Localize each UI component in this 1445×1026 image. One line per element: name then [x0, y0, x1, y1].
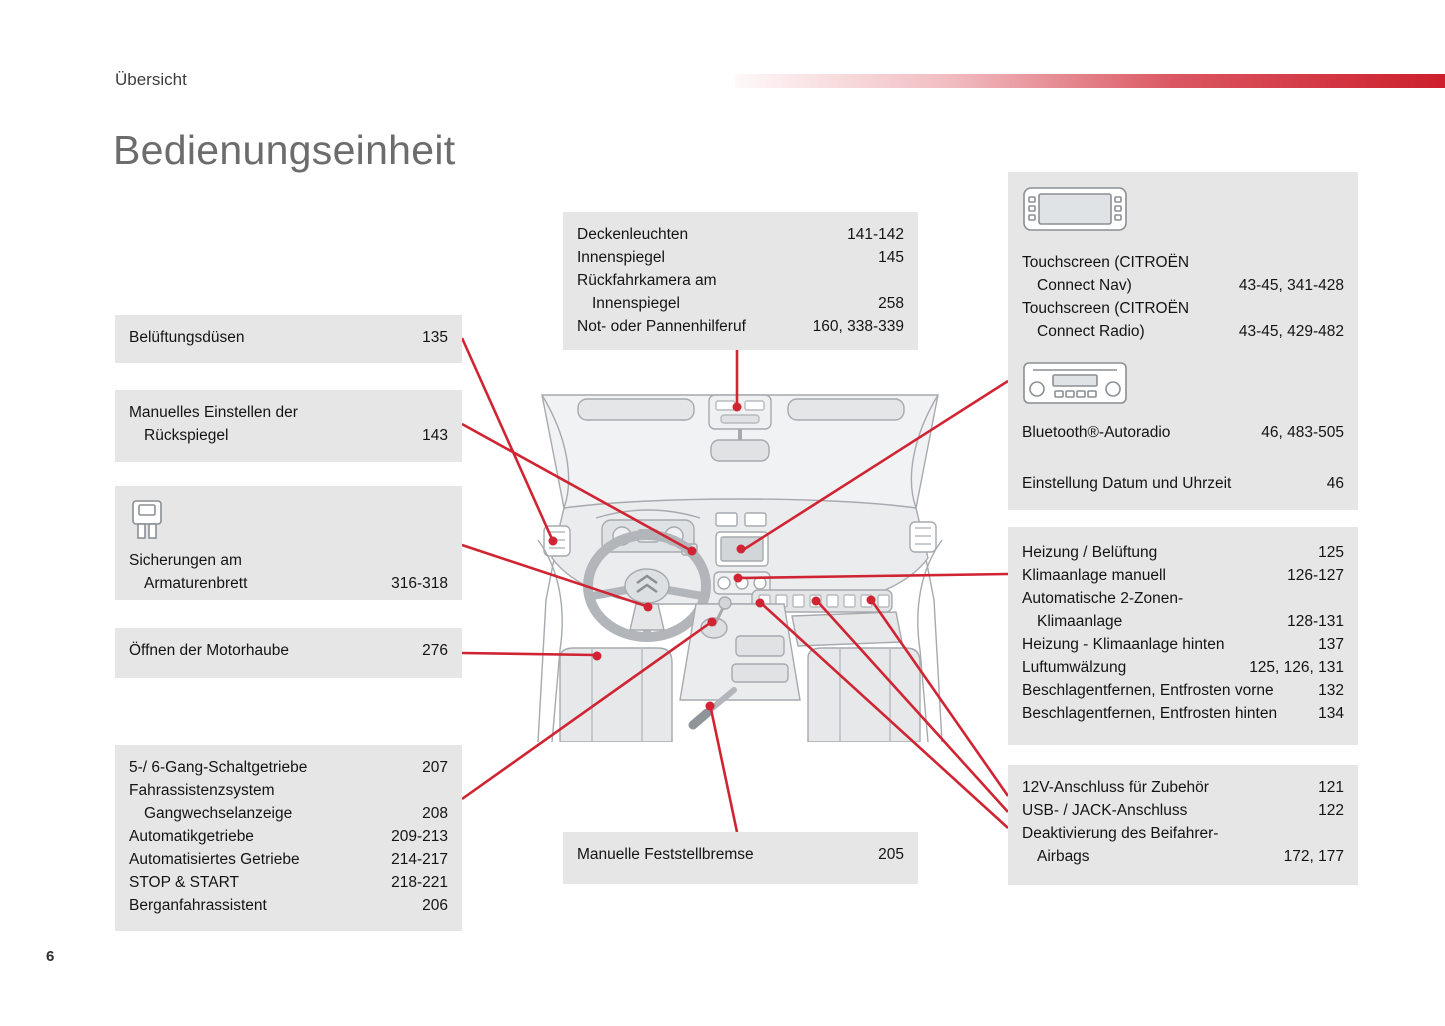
entry-label: Gangwechselanzeige [144, 805, 293, 822]
header-accent-bar [735, 74, 1445, 88]
entry-page-ref: 134 [1318, 705, 1344, 722]
manual-entry [129, 326, 448, 349]
entry-page-ref: 209-213 [391, 828, 448, 845]
manual-entry [1022, 799, 1344, 822]
manual-entry [129, 401, 448, 424]
entry-label: Automatisiertes Getriebe [129, 851, 300, 868]
entry-label: Connect Radio) [1037, 323, 1145, 340]
entry-label: Klimaanlage [1037, 613, 1123, 630]
manual-entry [577, 246, 904, 269]
entry-page-ref: 135 [422, 329, 448, 346]
entry-page-ref: 214-217 [391, 851, 448, 868]
manual-entry [129, 756, 448, 779]
callout-box-sockets-airbag [1008, 765, 1358, 885]
entry-label: STOP & START [129, 874, 239, 891]
entry-page-ref [1334, 251, 1344, 274]
entry-label: Touchscreen (CITROËN [1022, 254, 1190, 271]
entry-page-ref: 128-131 [1287, 613, 1344, 630]
manual-entry [1022, 679, 1344, 702]
entry-label: Rückfahrkamera am [577, 272, 717, 289]
entry-page-ref [1334, 297, 1344, 320]
entry-page-ref [1334, 822, 1344, 845]
manual-entry [1022, 472, 1344, 495]
manual-entry [577, 315, 904, 338]
entry-page-ref: 316-318 [391, 575, 448, 592]
callout-box-fuses [115, 486, 462, 600]
callout-box-bonnet [115, 628, 462, 678]
entry-label: Manuelle Feststellbremse [577, 846, 754, 863]
entry-label: Deckenleuchten [577, 226, 689, 243]
manual-entry [1022, 610, 1344, 633]
entry-label: Not- oder Pannenhilferuf [577, 318, 746, 335]
entry-label: Airbags [1037, 848, 1090, 865]
entry-label: Manuelles Einstellen der [129, 404, 298, 421]
manual-entry [1022, 274, 1344, 297]
manual-entry [129, 779, 448, 802]
page-title: Bedienungseinheit [113, 127, 456, 173]
entry-page-ref: 46 [1326, 475, 1344, 492]
manual-entry [1022, 541, 1344, 564]
entry-label: Innenspiegel [577, 249, 665, 266]
entry-label: Connect Nav) [1037, 277, 1132, 294]
entry-page-ref: 207 [422, 759, 448, 776]
entry-page-ref: 43-45, 341-428 [1238, 277, 1344, 294]
manual-entry [1022, 845, 1344, 868]
manual-entry [129, 572, 448, 595]
entry-page-ref: 122 [1318, 802, 1344, 819]
entry-page-ref [438, 549, 448, 572]
entry-page-ref [1334, 587, 1344, 610]
entry-page-ref: 172, 177 [1283, 848, 1344, 865]
manual-entry [129, 424, 448, 447]
callout-box-air-vents [115, 315, 462, 363]
entry-label: 5-/ 6-Gang-Schaltgetriebe [129, 759, 308, 776]
manual-entry [1022, 656, 1344, 679]
entry-page-ref [438, 779, 448, 802]
entry-page-ref: 121 [1318, 779, 1344, 796]
entry-page-ref: 276 [422, 642, 448, 659]
page-number: 6 [46, 948, 55, 965]
entry-label: Touchscreen (CITROËN [1022, 300, 1190, 317]
manual-entry [129, 802, 448, 825]
manual-entry [129, 639, 448, 662]
manual-entry [1022, 587, 1344, 610]
entry-page-ref: 206 [422, 897, 448, 914]
manual-entry [1022, 702, 1344, 725]
manual-entry [577, 843, 904, 866]
entry-page-ref: 125 [1318, 544, 1344, 561]
entry-page-ref [438, 401, 448, 424]
entry-label: Rückspiegel [144, 427, 229, 444]
manual-entry [1022, 320, 1344, 343]
section-header: Übersicht [115, 70, 187, 89]
entry-label: 12V-Anschluss für Zubehör [1022, 779, 1209, 796]
entry-label: Klimaanlage manuell [1022, 567, 1166, 584]
manual-entry [577, 223, 904, 246]
entry-page-ref: 145 [878, 249, 904, 266]
entry-page-ref: 141-142 [847, 226, 904, 243]
manual-entry [577, 269, 904, 292]
entry-page-ref: 137 [1318, 636, 1344, 653]
manual-entry [1022, 822, 1344, 845]
entry-page-ref: 132 [1318, 682, 1344, 699]
callout-box-climate [1008, 527, 1358, 745]
manual-entry [1022, 251, 1344, 274]
entry-label: Automatikgetriebe [129, 828, 254, 845]
entry-page-ref: 46, 483-505 [1261, 424, 1344, 441]
manual-entry [129, 871, 448, 894]
entry-label: Sicherungen am [129, 552, 242, 569]
touchscreen-nav-icon [1022, 185, 1344, 237]
entry-label: Beschlagentfernen, Entfrosten vorne [1022, 682, 1274, 699]
entry-label: Luftumwälzung [1022, 659, 1127, 676]
callout-box-touchscreen-audio [1008, 172, 1358, 510]
manual-entry [129, 825, 448, 848]
entry-label: Heizung / Belüftung [1022, 544, 1158, 561]
callout-box-mirror-adjust [115, 390, 462, 462]
manual-entry [1022, 776, 1344, 799]
entry-label: USB- / JACK-Anschluss [1022, 802, 1188, 819]
entry-page-ref: 208 [422, 805, 448, 822]
manual-entry [129, 848, 448, 871]
entry-label: Bluetooth®-Autoradio [1022, 424, 1171, 441]
blade-fuse-icon [129, 499, 448, 543]
callout-box-parking-brake [563, 832, 918, 884]
entry-label: Armaturenbrett [144, 575, 248, 592]
manual-entry [1022, 633, 1344, 656]
entry-label: Beschlagentfernen, Entfrosten hinten [1022, 705, 1278, 722]
callout-box-ceiling-lights [563, 212, 918, 350]
entry-page-ref [894, 269, 904, 292]
entry-label: Innenspiegel [592, 295, 680, 312]
entry-page-ref: 205 [878, 846, 904, 863]
entry-page-ref: 160, 338-339 [812, 318, 904, 335]
manual-entry [1022, 297, 1344, 320]
entry-page-ref: 43-45, 429-482 [1238, 323, 1344, 340]
entry-page-ref: 125, 126, 131 [1249, 659, 1344, 676]
entry-label: Automatische 2-Zonen- [1022, 590, 1184, 607]
entry-page-ref: 143 [422, 427, 448, 444]
entry-label: Belüftungsdüsen [129, 329, 245, 346]
entry-page-ref: 218-221 [391, 874, 448, 891]
entry-label: Einstellung Datum und Uhrzeit [1022, 475, 1232, 492]
manual-entry [1022, 421, 1344, 444]
entry-page-ref: 126-127 [1287, 567, 1344, 584]
callout-box-gearbox [115, 745, 462, 931]
entry-label: Fahrassistenzsystem [129, 782, 275, 799]
entry-label: Berganfahrassistent [129, 897, 267, 914]
car-radio-icon [1022, 361, 1344, 409]
manual-entry [129, 549, 448, 572]
manual-entry [1022, 564, 1344, 587]
entry-label: Öffnen der Motorhaube [129, 642, 289, 659]
entry-label: Heizung - Klimaanlage hinten [1022, 636, 1225, 653]
manual-entry [577, 292, 904, 315]
manual-entry [129, 894, 448, 917]
entry-label: Deaktivierung des Beifahrer- [1022, 825, 1219, 842]
dashboard-illustration [530, 390, 950, 742]
entry-page-ref: 258 [878, 295, 904, 312]
